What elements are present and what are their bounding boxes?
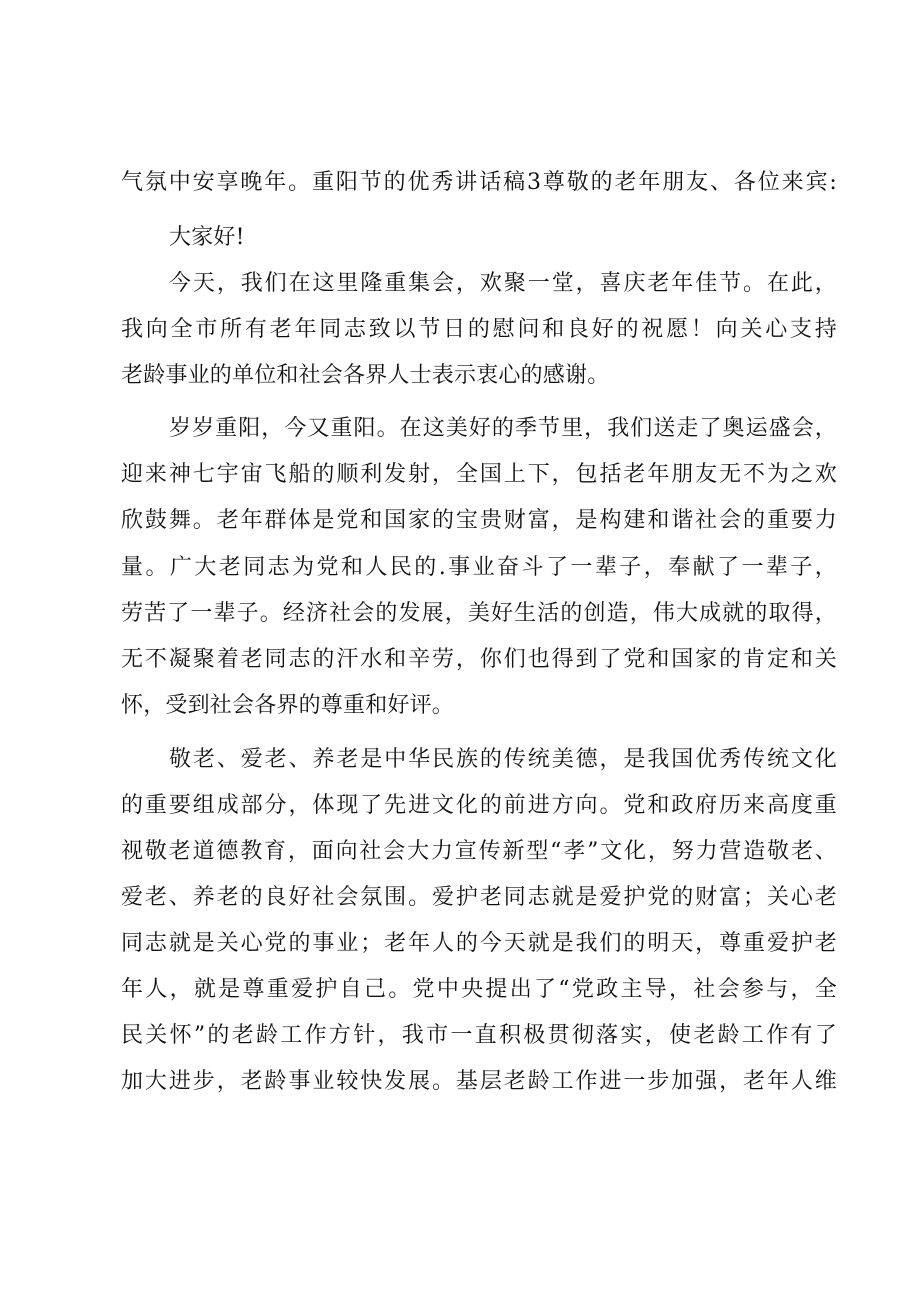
text-line-5: 老龄事业的单位和社会各界人士表示衷心的感谢。 — [121, 363, 610, 388]
text-line-18: 年人，就是尊重爱护自己。党中央提出了“党政主导，社会参与，全 — [121, 977, 837, 1002]
text-line-12: 怀，受到社会各界的尊重和好评。 — [121, 693, 455, 718]
text-line-3: 今天，我们在这里隆重集会，欢聚一堂，喜庆老年佳节。在此， — [169, 271, 837, 296]
text-line-1: 气氛中安享晚年。重阳节的优秀讲话稿3尊敬的老年朋友、各位来宾: — [121, 170, 837, 195]
text-line-7: 迎来神七宇宙飞船的顺利发射，全国上下，包括老年朋友无不为之欢 — [121, 462, 837, 487]
text-line-8: 欣鼓舞。老年群体是党和国家的宝贵财富，是构建和谐社会的重要力 — [121, 508, 837, 533]
text-line-19: 民关怀”的老龄工作方针，我市一直积极贯彻落实，使老龄工作有了 — [121, 1023, 837, 1048]
text-line-10: 劳苦了一辈子。经济社会的发展，美好生活的创造，伟大成就的取得， — [121, 601, 837, 626]
text-line-9: 量。广大老同志为党和人民的.事业奋斗了一辈子，奉献了一辈子， — [121, 555, 837, 580]
text-line-13: 敬老、爱老、养老是中华民族的传统美德，是我国优秀传统文化 — [169, 747, 837, 772]
text-line-20: 加大进步，老龄事业较快发展。基层老龄工作进一步加强，老年人维 — [121, 1069, 837, 1094]
text-line-6: 岁岁重阳，今又重阳。在这美好的季节里，我们送走了奥运盛会， — [169, 416, 837, 441]
text-line-17: 同志就是关心党的事业；老年人的今天就是我们的明天，尊重爱护老 — [121, 931, 837, 956]
text-line-11: 无不凝聚着老同志的汗水和辛劳，你们也得到了党和国家的肯定和关 — [121, 647, 837, 672]
text-line-15: 视敬老道德教育，面向社会大力宣传新型“孝”文化，努力营造敬老、 — [121, 839, 837, 864]
text-line-16: 爱老、养老的良好社会氛围。爱护老同志就是爱护党的财富；关心老 — [121, 885, 837, 910]
text-line-14: 的重要组成部分，体现了先进文化的前进方向。党和政府历来高度重 — [121, 793, 837, 818]
text-line-4: 我向全市所有老年同志致以节日的慰问和良好的祝愿！向关心支持 — [121, 317, 837, 342]
text-line-2: 大家好! — [169, 225, 245, 250]
